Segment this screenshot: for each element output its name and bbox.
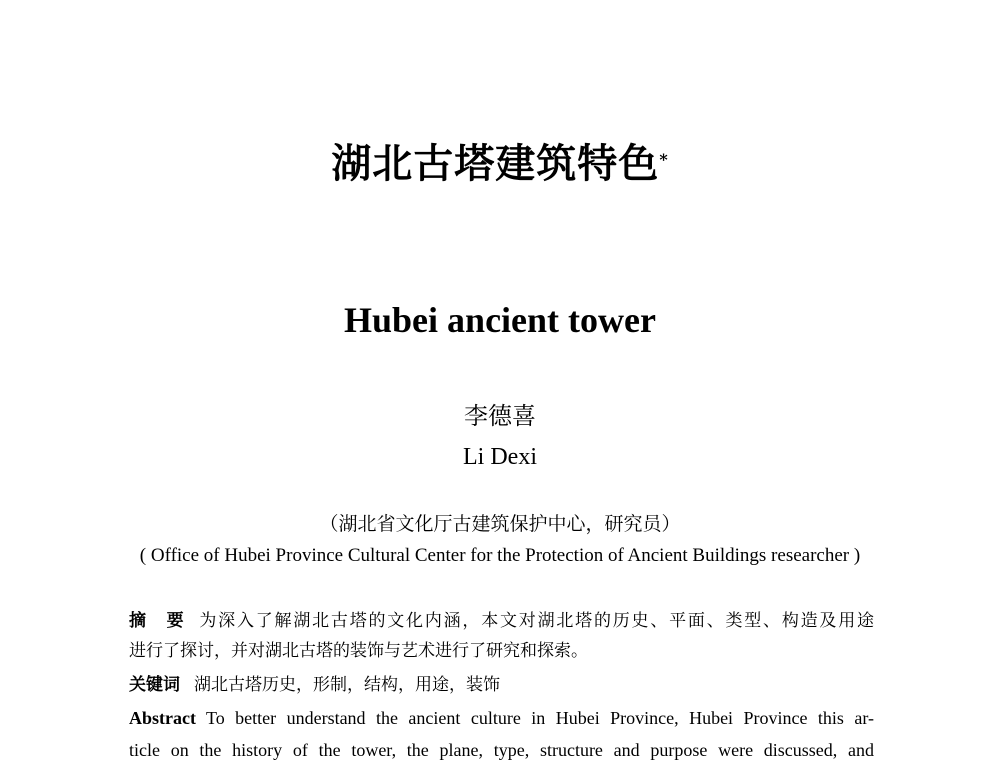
abstract-english-line-1 xyxy=(129,702,874,734)
abstract-english-text-1: To better understand the ancient culture in Hubei Province, Hubei Province this ar- xyxy=(205,708,874,728)
affiliation-chinese: （湖北省文化厅古建筑保护中心，研究员） xyxy=(319,513,681,535)
abstract-english-text-2: ticle on the history of the tower, the plane, type, structure and purpose were discussed, and xyxy=(129,740,874,760)
author-name-english: Li Dexi xyxy=(463,444,537,470)
affiliation-english: ( Office of Hubei Province Cultural Center for the Protection of Ancient Buildings researcher ) xyxy=(139,545,861,566)
keywords-label: 关键词 xyxy=(129,675,180,695)
title-english: Hubei ancient tower xyxy=(344,300,656,340)
keywords-text: 湖北古塔历史，形制，结构，用途，装饰 xyxy=(194,675,500,695)
abstract-chinese-label: 摘 要 xyxy=(129,611,186,631)
abstract-english xyxy=(129,702,874,766)
title-chinese-text: 湖北古塔建筑特色 xyxy=(331,140,660,187)
abstract-chinese xyxy=(129,606,874,666)
author-name-chinese: 李德喜 xyxy=(464,402,536,430)
title-footnote-mark: * xyxy=(659,150,669,169)
title-chinese xyxy=(0,138,1000,190)
abstract-chinese-text-2: 进行了探讨，并对湖北古塔的装饰与艺术进行了研究和探索。 xyxy=(129,641,588,661)
abstract-chinese-line-1 xyxy=(129,606,874,636)
abstract-chinese-text-1: 为深入了解湖北古塔的文化内涵，本文对湖北塔的历史、平面、类型、构造及用途 xyxy=(199,611,874,631)
keywords-section xyxy=(129,671,874,699)
abstract-english-label: Abstract xyxy=(129,708,196,728)
